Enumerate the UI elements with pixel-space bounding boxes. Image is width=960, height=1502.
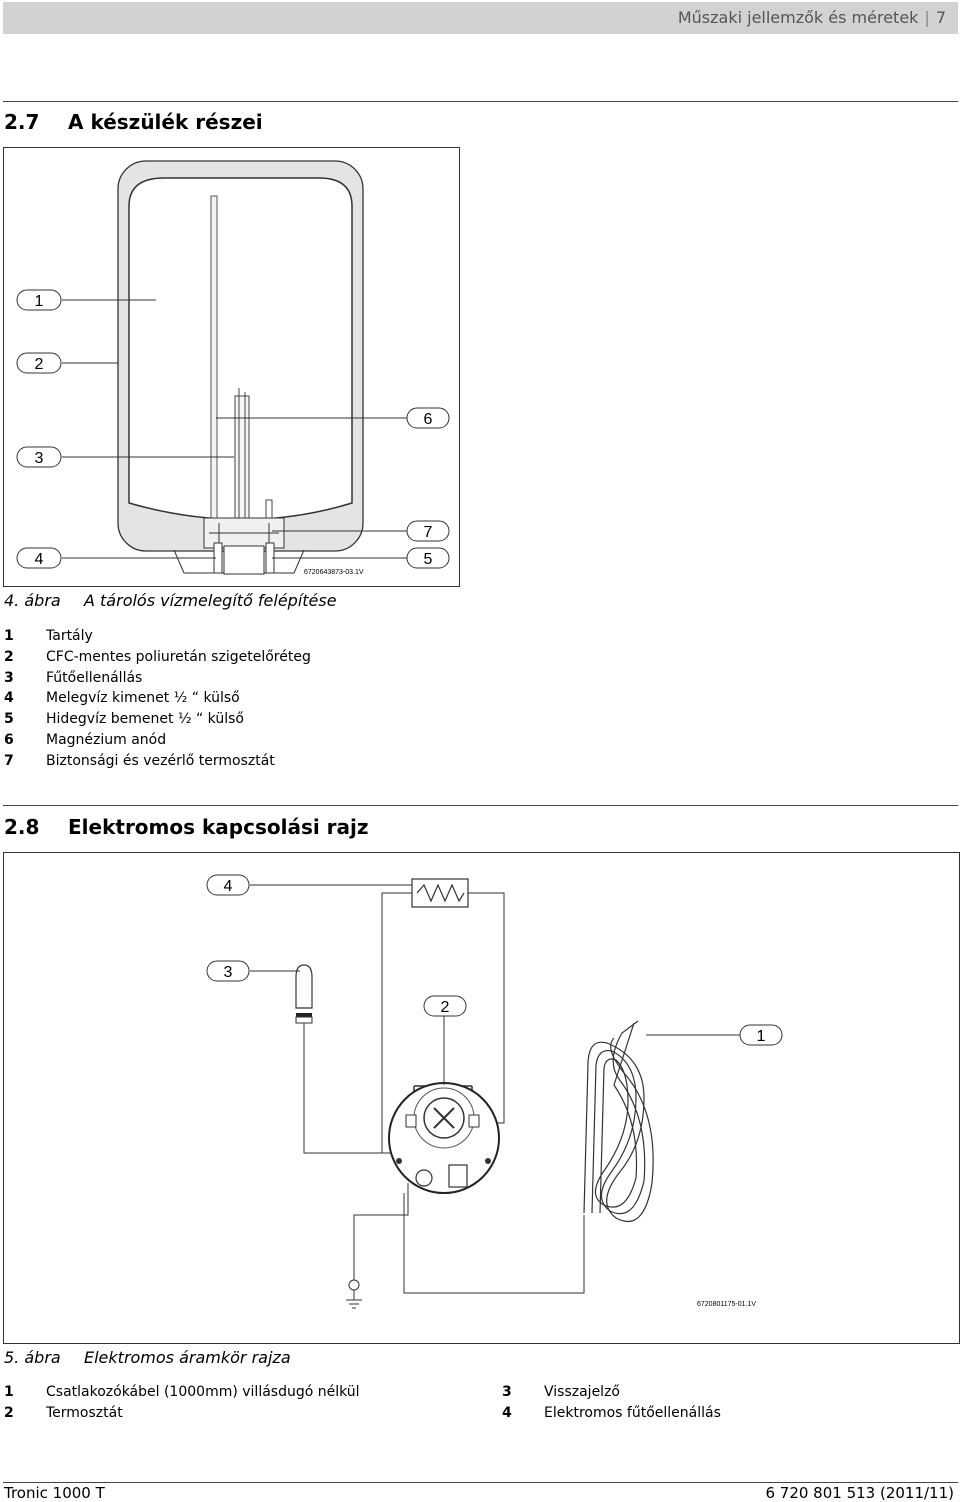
footer-rule bbox=[3, 1482, 958, 1483]
indicator-base bbox=[296, 1017, 312, 1023]
callout-1 bbox=[17, 290, 61, 310]
legend-item: 3 Fűtőellenállás bbox=[4, 669, 143, 686]
legend-parts bbox=[4, 626, 311, 772]
legend-item: 1 Csatlakozókábel (1000mm) villásdugó nélkül bbox=[4, 1384, 360, 1400]
heating-resistor bbox=[412, 879, 468, 907]
connection-block bbox=[224, 546, 264, 574]
svg-text:1: 1 bbox=[756, 1028, 766, 1045]
caption-number: 5. ábra bbox=[4, 1348, 61, 1367]
svg-text:4: 4 bbox=[34, 551, 44, 568]
svg-text:5: 5 bbox=[423, 551, 433, 568]
section-rule bbox=[3, 805, 958, 806]
callout-2 bbox=[17, 353, 61, 373]
wire-thermostat-cable bbox=[404, 1193, 584, 1293]
caption-text: Elektromos áramkör rajza bbox=[84, 1348, 291, 1367]
callout-3 bbox=[17, 447, 61, 467]
heating-element bbox=[235, 396, 249, 526]
figure-wiring bbox=[3, 852, 960, 1344]
thermostat bbox=[389, 1083, 499, 1193]
section-title-2-8 bbox=[4, 815, 369, 839]
legend-item: 6 Magnézium anód bbox=[4, 731, 167, 748]
callout-6 bbox=[407, 408, 449, 428]
figure-caption-5 bbox=[4, 1348, 291, 1367]
svg-text:4: 4 bbox=[223, 878, 233, 895]
callout-3 bbox=[207, 961, 249, 981]
svg-text:2: 2 bbox=[440, 999, 450, 1016]
footer-product: Tronic 1000 T bbox=[4, 1484, 105, 1502]
wiring-diagram bbox=[4, 853, 959, 1343]
section-rule bbox=[3, 101, 958, 102]
header-title: Műszaki jellemzők és méretek bbox=[677, 8, 919, 27]
caption-text: A tárolós vízmelegítő felépítése bbox=[84, 591, 337, 610]
legend-item: 4 Elektromos fűtőellenállás bbox=[502, 1404, 721, 1421]
svg-text:3: 3 bbox=[223, 964, 233, 981]
legend-item: 4 Melegvíz kimenet ½ “ külső bbox=[4, 690, 240, 707]
callout-7 bbox=[407, 521, 449, 541]
connection-cable bbox=[584, 1021, 653, 1221]
callout-4 bbox=[17, 548, 61, 568]
legend-item: 1 Tartály bbox=[4, 628, 93, 644]
legend-item: 7 Biztonsági és vezérlő termosztát bbox=[4, 752, 275, 769]
legend-wiring-right bbox=[502, 1382, 721, 1424]
page-number: 7 bbox=[935, 8, 946, 27]
callout-5 bbox=[407, 548, 449, 568]
legend-item: 3 Visszajelző bbox=[502, 1384, 620, 1400]
callout-4 bbox=[207, 875, 249, 895]
header-separator: | bbox=[924, 8, 930, 27]
section-title-2-7 bbox=[4, 110, 263, 134]
callout-1 bbox=[740, 1025, 782, 1045]
legend-item: 5 Hidegvíz bemenet ½ “ külső bbox=[4, 711, 244, 728]
legend-item: 2 CFC-mentes poliuretán szigetelőréteg bbox=[4, 648, 311, 665]
water-heater-diagram bbox=[4, 148, 459, 586]
legend-wiring-left bbox=[4, 1382, 360, 1424]
figure-water-heater bbox=[3, 147, 460, 587]
svg-text:1: 1 bbox=[34, 293, 44, 310]
section-number: 2.7 bbox=[4, 110, 40, 134]
callout-2 bbox=[424, 996, 466, 1016]
figure-caption-4 bbox=[4, 591, 337, 610]
wire-thermostat-ground bbox=[354, 1183, 408, 1283]
wire-indicator bbox=[304, 1023, 399, 1153]
figure-code: 6720643873-03.1V bbox=[304, 569, 364, 576]
indicator-band bbox=[296, 1013, 312, 1017]
section-number: 2.8 bbox=[4, 815, 40, 839]
figure-code: 6720801175-01.1V bbox=[697, 1301, 757, 1308]
svg-text:7: 7 bbox=[423, 524, 433, 541]
legend-item: 2 Termosztát bbox=[4, 1404, 123, 1421]
header-bar bbox=[3, 2, 958, 34]
section-heading: Elektromos kapcsolási rajz bbox=[68, 815, 369, 839]
svg-text:3: 3 bbox=[34, 450, 44, 467]
caption-number: 4. ábra bbox=[4, 591, 61, 610]
section-heading: A készülék részei bbox=[68, 110, 263, 134]
footer-doc-number: 6 720 801 513 (2011/11) bbox=[765, 1484, 954, 1502]
anode-rod bbox=[211, 196, 217, 521]
svg-text:6: 6 bbox=[423, 411, 433, 428]
svg-text:2: 2 bbox=[34, 356, 44, 373]
header-text bbox=[678, 8, 946, 27]
wire-resistor-right bbox=[468, 893, 504, 1123]
ground-symbol bbox=[346, 1280, 362, 1308]
